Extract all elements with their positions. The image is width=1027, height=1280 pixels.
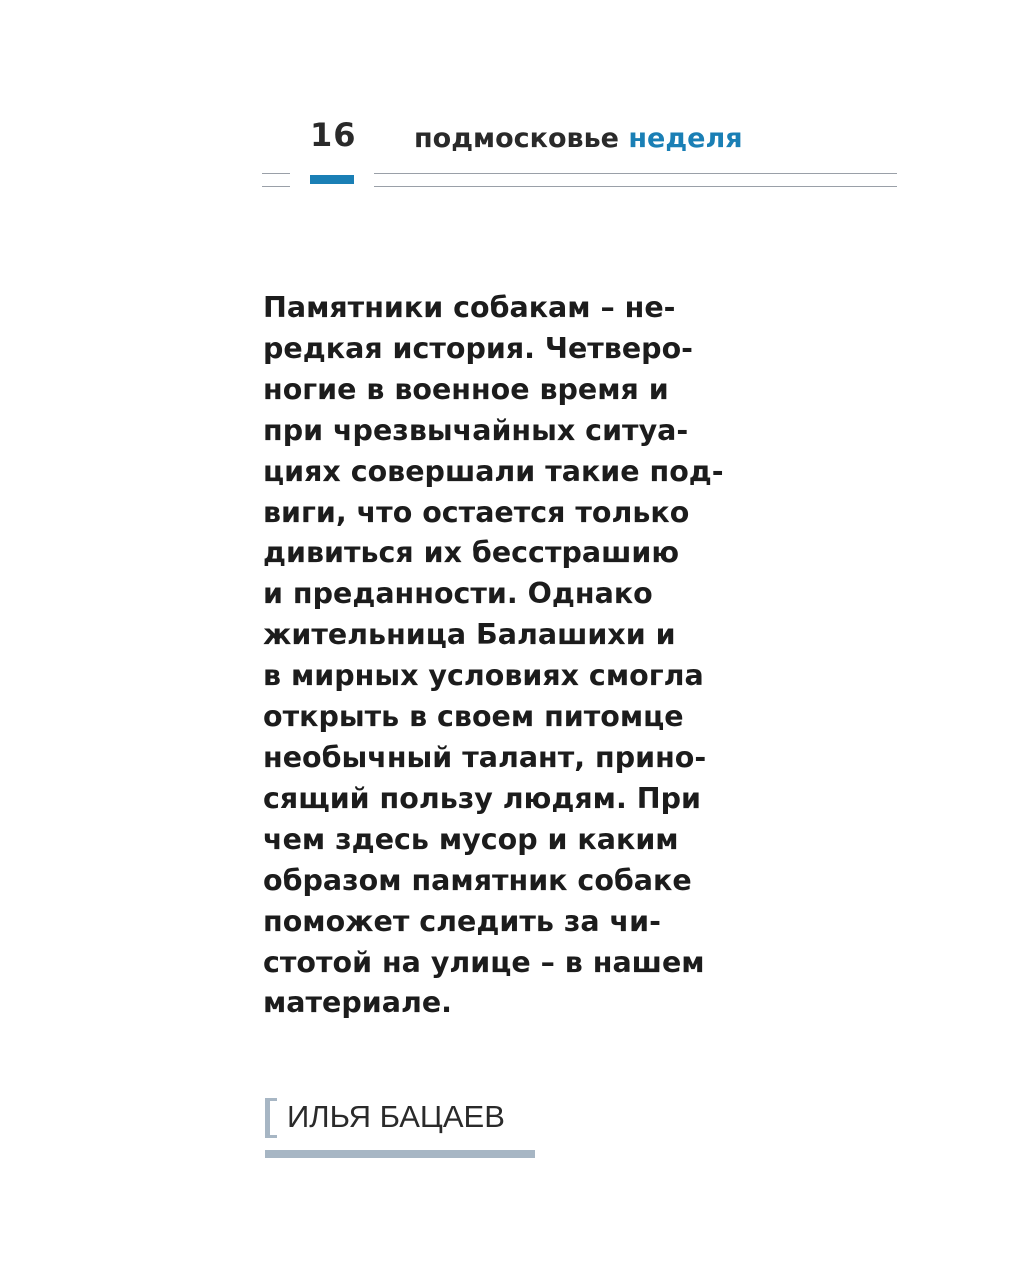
- lead-line: виги, что остается только: [263, 495, 690, 529]
- lead-line: материале.: [263, 986, 453, 1020]
- byline-underline: [265, 1150, 535, 1158]
- author-byline: [265, 1094, 545, 1164]
- lead-line: Памятники собакам – не-: [263, 291, 676, 324]
- lead-line: редкая история. Четверо-: [263, 331, 693, 365]
- lead-line: жительница Балашихи и: [263, 618, 676, 652]
- header-rule-left-bottom: [262, 186, 290, 187]
- publication-title-accent: неделя: [628, 123, 743, 154]
- lead-line: циях совершали такие под-: [263, 454, 724, 488]
- page-number: 16: [310, 116, 357, 154]
- lead-line: сящий пользу людям. При: [263, 781, 701, 815]
- lead-line: поможет следить за чи-: [263, 904, 661, 938]
- lead-line: чем здесь мусор и каким: [263, 822, 679, 856]
- article-lead: [263, 288, 763, 1024]
- header-rule-right-top: [374, 173, 897, 174]
- publication-title: [414, 123, 743, 154]
- lead-line: дивиться их бесстрашию: [263, 536, 680, 570]
- byline-bracket-icon: [265, 1098, 277, 1138]
- header-rule-left-top: [262, 173, 290, 174]
- lead-line: в мирных условиях смогла: [263, 659, 704, 693]
- header-rule-right-bottom: [374, 186, 897, 187]
- lead-line: стотой на улице – в нашем: [263, 945, 705, 979]
- page-marker: [310, 175, 354, 184]
- lead-line: образом памятник собаке: [263, 863, 692, 897]
- page-header: [0, 0, 1027, 220]
- author-name: ИЛЬЯ БАЦАЕВ: [287, 1099, 505, 1134]
- lead-line: необычный талант, прино-: [263, 740, 707, 774]
- lead-line: и преданности. Однако: [263, 577, 653, 611]
- lead-line: ногие в военное время и: [263, 372, 669, 406]
- publication-title-main: подмосковье: [414, 123, 619, 154]
- lead-line: открыть в своем питомце: [263, 700, 684, 734]
- lead-line: при чрезвычайных ситуа-: [263, 413, 689, 447]
